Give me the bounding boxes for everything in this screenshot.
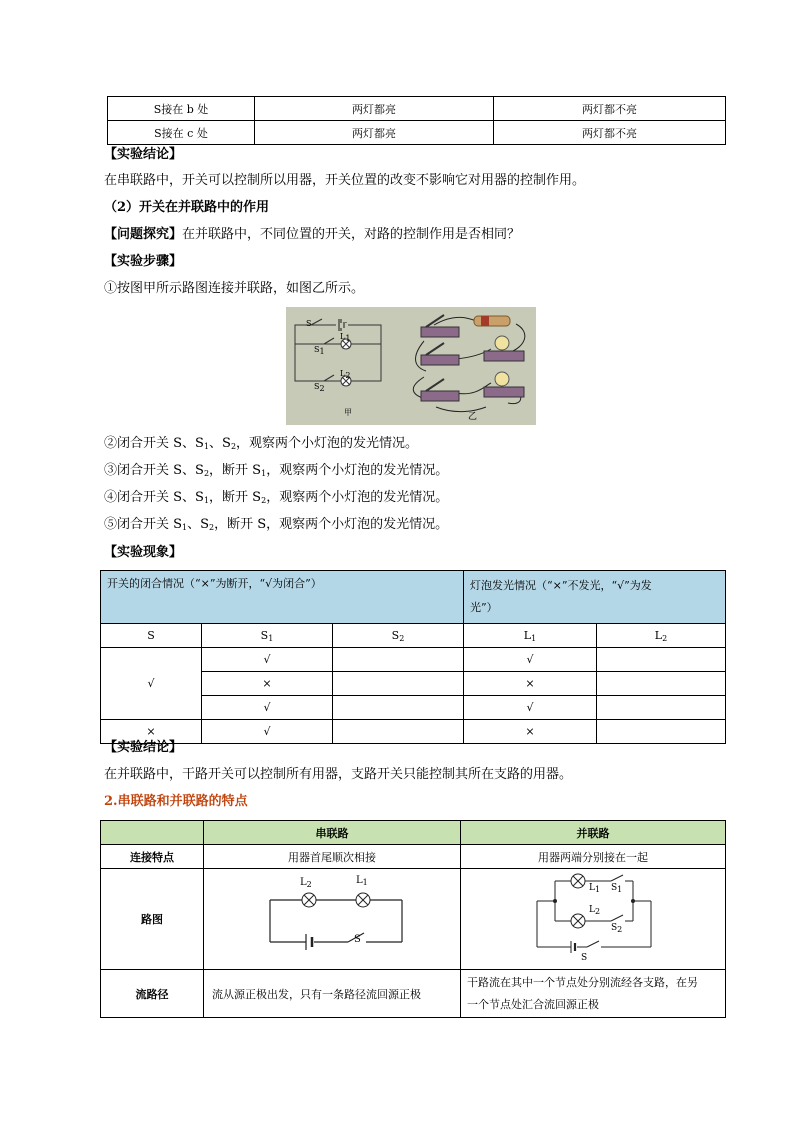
step-subscript: 1 <box>203 496 210 505</box>
conclusion-label: 【实验结论】 <box>104 740 183 755</box>
step-text: ，断开 S <box>209 463 262 478</box>
step-text: ③闭合开关 S、S <box>104 463 204 478</box>
parallel-l1-label <box>589 883 600 894</box>
observation-table <box>100 570 726 744</box>
table-cell: 两灯都不亮 <box>494 121 726 145</box>
photo-symbol-s1 <box>314 345 325 356</box>
table-cell: 流从源正极出发，只有一条路径流回源正极 <box>204 970 461 1018</box>
symbol-text: S <box>611 883 618 893</box>
symbol-subscript: 2 <box>617 925 623 934</box>
table-cell <box>597 648 726 672</box>
obs-head-switches: 开关的闭合情况（“×”为断开，“√为闭合”） <box>101 571 464 624</box>
question-line <box>104 227 520 243</box>
table-cell: × <box>464 672 597 696</box>
table-cell: × <box>464 720 597 744</box>
table-cell: 两灯都亮 <box>255 121 494 145</box>
photo-symbol-text: L <box>340 369 346 378</box>
step-1: ①按图甲所示路图连接并联路，如图乙所示。 <box>104 281 365 296</box>
series-s-label: S <box>354 934 361 945</box>
step-text: ，断开 S，观察两个小灯泡的发光情况。 <box>214 517 449 532</box>
table-cell: 两灯都亮 <box>255 97 494 121</box>
step-text: ，观察两个小灯泡的发光情况。 <box>266 490 449 505</box>
table-cell <box>333 648 464 672</box>
col-s1 <box>202 624 333 648</box>
path-text: 干路流在其中一个节点处分别流经各支路，在另 <box>467 975 698 989</box>
series-circuit <box>204 869 460 969</box>
table-cell: √ <box>464 696 597 720</box>
photo-symbol-text: S <box>314 382 320 391</box>
row-label-path: 流路径 <box>101 970 204 1018</box>
symbol-text: L <box>589 905 595 915</box>
col-subscript: 2 <box>662 633 668 643</box>
symbol-text: L <box>300 877 307 888</box>
table-cell: × <box>202 672 333 696</box>
table-cell: × <box>101 720 202 744</box>
photo-symbol-l2 <box>340 369 350 380</box>
head-parallel: 并联路 <box>461 821 726 845</box>
step-text: 、S <box>187 517 210 532</box>
conclusion-text: 在并联路中，干路开关可以控制所有用器，支路开关只能控制其所在支路的用器。 <box>104 767 573 782</box>
col-s: S <box>101 624 202 648</box>
symbol-text: L <box>589 883 595 893</box>
table-cell <box>333 672 464 696</box>
parallel-s2-label <box>611 923 622 934</box>
parallel-s-label: S <box>581 953 588 963</box>
question-label: 【问题探究】 <box>104 227 183 242</box>
table-cell: 两灯都不亮 <box>494 97 726 121</box>
table-cell: √ <box>202 648 333 672</box>
col-subscript: 2 <box>399 633 405 643</box>
symbol-subscript: 1 <box>362 878 368 887</box>
symbol-subscript: 2 <box>306 880 312 889</box>
photo-subscript: 1 <box>345 334 351 343</box>
head-series: 串联路 <box>204 821 461 845</box>
table-cell: √ <box>101 648 202 720</box>
step-text: ⑤闭合开关 S <box>104 517 183 532</box>
table-cell <box>461 970 726 1018</box>
step-text: ②闭合开关 S、S <box>104 436 204 451</box>
col-text: L <box>654 628 663 642</box>
table-cell: S接在 b 处 <box>108 97 255 121</box>
series-l1-label <box>356 875 368 887</box>
step-3 <box>104 463 448 482</box>
comparison-table <box>100 820 726 1018</box>
photo-label-jia: 甲 <box>344 408 352 417</box>
table-cell: √ <box>202 720 333 744</box>
photo-symbol-s: S <box>306 319 312 328</box>
table-cell <box>597 672 726 696</box>
circuit-photo <box>286 307 536 425</box>
photo-subscript: 2 <box>319 384 325 393</box>
step-text: 、S <box>209 436 231 451</box>
table-cell <box>597 696 726 720</box>
col-subscript: 1 <box>531 633 537 643</box>
steps-label: 【实验步骤】 <box>104 254 183 269</box>
step-text: ，观察两个小灯泡的发光情况。 <box>266 463 449 478</box>
series-l2-label <box>300 877 312 889</box>
photo-symbol-text: L <box>340 332 346 341</box>
symbol-text: L <box>356 875 363 886</box>
col-text: S <box>260 628 269 642</box>
step-text: ，断开 S <box>209 490 262 505</box>
photo-symbol-l1 <box>340 332 350 343</box>
photo-subscript: 2 <box>345 371 351 380</box>
step-subscript: 2 <box>209 523 215 532</box>
table-cell: √ <box>202 696 333 720</box>
conclusion-text: 在串联路中，开关可以控制所以用器，开关位置的改变不影响它对用器的控制作用。 <box>104 173 586 188</box>
table-cell: 用器两端分别接在一起 <box>461 845 726 869</box>
symbol-text: S <box>611 923 618 933</box>
step-subscript: 1 <box>182 523 188 532</box>
step-subscript: 1 <box>261 469 267 478</box>
symbol-subscript: 2 <box>594 907 601 916</box>
table-cell <box>597 720 726 744</box>
conclusion-label: 【实验结论】 <box>104 147 183 162</box>
photo-subscript: 1 <box>319 347 325 356</box>
step-5 <box>104 517 448 536</box>
table-cell <box>333 696 464 720</box>
step-2 <box>104 436 418 455</box>
col-text: L <box>523 628 532 642</box>
step-subscript: 2 <box>261 496 267 505</box>
series-diagram-cell <box>204 869 461 970</box>
subheading: （2）开关在并联路中的作用 <box>104 200 270 215</box>
phenomenon-label: 【实验现象】 <box>104 545 183 560</box>
col-s2 <box>333 624 464 648</box>
obs-head-text: 光”） <box>470 601 498 614</box>
table-cell: S接在 c 处 <box>108 121 255 145</box>
step-subscript: 2 <box>203 469 210 478</box>
table-cell: 用器首尾顺次相接 <box>204 845 461 869</box>
path-text: 一个节点处汇合流回源正极 <box>467 997 599 1011</box>
table-cell: √ <box>464 648 597 672</box>
table-cell <box>333 720 464 744</box>
row-label-connection: 连接特点 <box>101 845 204 869</box>
obs-head-text: 灯泡发光情况（“×”不发光，“√”为发 <box>470 579 652 592</box>
series-circuit-drawing <box>204 869 460 969</box>
parallel-s1-label <box>611 883 622 894</box>
table-cell <box>101 821 204 845</box>
photo-symbol-s2 <box>314 382 325 393</box>
symbol-subscript: 1 <box>594 885 601 894</box>
parallel-diagram-cell <box>461 869 726 970</box>
symbol-subscript: 1 <box>617 885 623 894</box>
step-text: ④闭合开关 S、S <box>104 490 204 505</box>
photo-symbol-text: S <box>314 345 320 354</box>
circuit-photo-drawing <box>286 307 536 425</box>
col-subscript: 1 <box>268 633 274 643</box>
obs-head-lamps <box>464 571 726 624</box>
step-text: ，观察两个小灯泡的发光情况。 <box>236 436 419 451</box>
row-label-diagram: 路图 <box>101 869 204 970</box>
col-text: S <box>391 628 400 642</box>
step-subscript: 1 <box>203 442 210 451</box>
step-4 <box>104 490 448 509</box>
col-l2 <box>597 624 726 648</box>
parallel-circuit <box>461 869 725 969</box>
photo-label-yi: 乙 <box>468 412 478 422</box>
parallel-l2-label <box>589 905 600 916</box>
col-l1 <box>464 624 597 648</box>
question-text: 在并联路中，不同位置的开关，对路的控制作用是否相同？ <box>182 227 521 242</box>
section-heading: 2.串联路和并联路的特点 <box>104 794 248 809</box>
top-result-table <box>107 96 726 145</box>
step-subscript: 2 <box>230 442 237 451</box>
